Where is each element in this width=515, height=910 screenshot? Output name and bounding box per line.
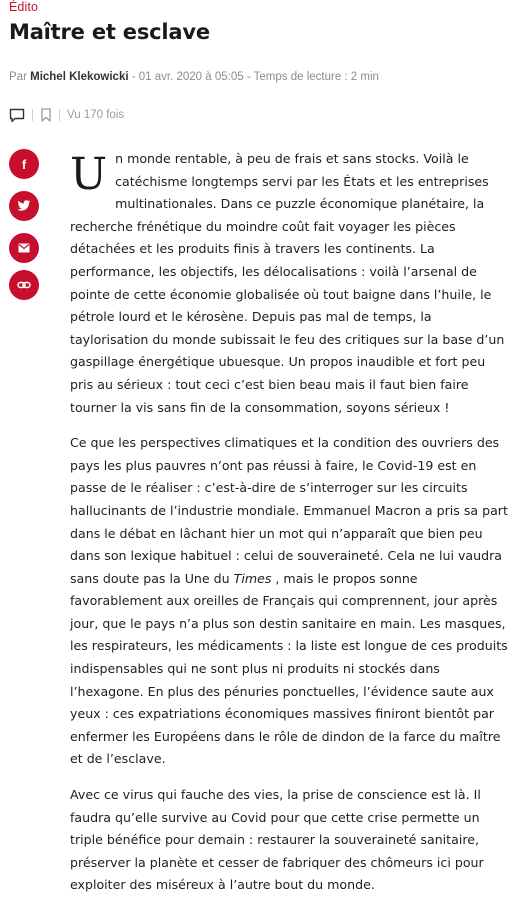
share-email-button[interactable] [9, 233, 39, 263]
paragraph: Ce que les perspectives climatiques et la condition des ouvriers des pays les plus pauvres n’ont pas réussi à faire, le Covid-19 est en passe de le réaliser : c’est-à-dire de s’interroger sur les circuits hallucinants de l’industrie mondiale. Emmanuel Macron a pris sa part dans le débat en lâchant hier un mot qui n’apparaît que bien peu dans son lexique habituel : celui de souveraineté. Cela ne lui vaudra sans doute pas la Une du Times , mais le propos sonne favorablement aux oreilles de Français qui comprennent, jour après jour, que le pays n’a plus son destin sanitaire en main. Les masques, les respirateurs, les médicaments : la liste est longue de ces produits indispensables qui ne sont plus ni produits ni stockés dans l’hexagone. En plus des pénuries ponctuelles, l’évidence saute aux yeux : ces expatriations économiques massives finiront bientôt par enfermer les Européens dans le rôle de dindon de la farce du maître et de l’esclave. [70, 435, 508, 767]
drop-cap: U [70, 149, 108, 200]
byline [9, 71, 379, 83]
publish-date: - 01 avr. 2020 à 05:05 - [128, 71, 254, 83]
newspaper-name: Times [233, 570, 272, 586]
comment-icon[interactable] [9, 108, 25, 123]
link-icon [17, 280, 31, 290]
paragraph: Un monde rentable, à peu de frais et sans stocks. Voilà le catéchisme longtemps servi par les États et les entreprises multinationales. Dans ce puzzle économique planétaire, la recherche frénétique du moindre coût fait voyager les pièces détachées et les produits finis à travers les continents. La performance, les objectifs, les délocalisations : voilà l’arsenal de pointe de cette économie globalisée où tout baigne dans l’huile, le pétrole lourd et le kérosène. Depuis pas mal de temps, la taylorisation du monde subissait le feu des critiques sur la base d’un gaspillage énergétique ubuesque. Un propos inaudible et fort peu pris au sérieux : tout ceci c’est bien beau mais il faut bien faire tourner la vis sans fin de la consommation, soyons sérieux ! [70, 149, 505, 415]
paragraph: Avec ce virus qui fauche des vies, la prise de conscience est là. Il faudra qu’elle survive au Covid pour que cette crise permette un triple bénéfice pour demain : restaurer la souveraineté sanitaire, préserver la planète et cesser de fabriquer des chômeurs ici pour exploiter des miséreux à l’autre bout du monde. [70, 787, 484, 893]
facebook-icon [17, 157, 31, 171]
article-body [70, 148, 510, 910]
tools-divider [59, 109, 60, 121]
view-count: Vu 170 fois [67, 109, 125, 121]
twitter-icon [17, 200, 31, 212]
tools-divider [32, 109, 33, 121]
share-twitter-button[interactable] [9, 191, 39, 221]
article-tools [9, 106, 124, 124]
bookmark-icon[interactable] [40, 108, 52, 122]
reading-time: Temps de lecture : 2 min [253, 71, 379, 83]
envelope-icon [18, 243, 30, 253]
byline-prefix: Par [9, 71, 27, 83]
svg-text:f: f [21, 157, 27, 171]
section-kicker[interactable]: Édito [9, 0, 38, 14]
copy-link-button[interactable] [9, 270, 39, 300]
page-title: Maître et esclave [9, 20, 210, 44]
share-facebook-button[interactable] [9, 149, 39, 179]
author-link[interactable]: Michel Klekowicki [30, 71, 129, 83]
